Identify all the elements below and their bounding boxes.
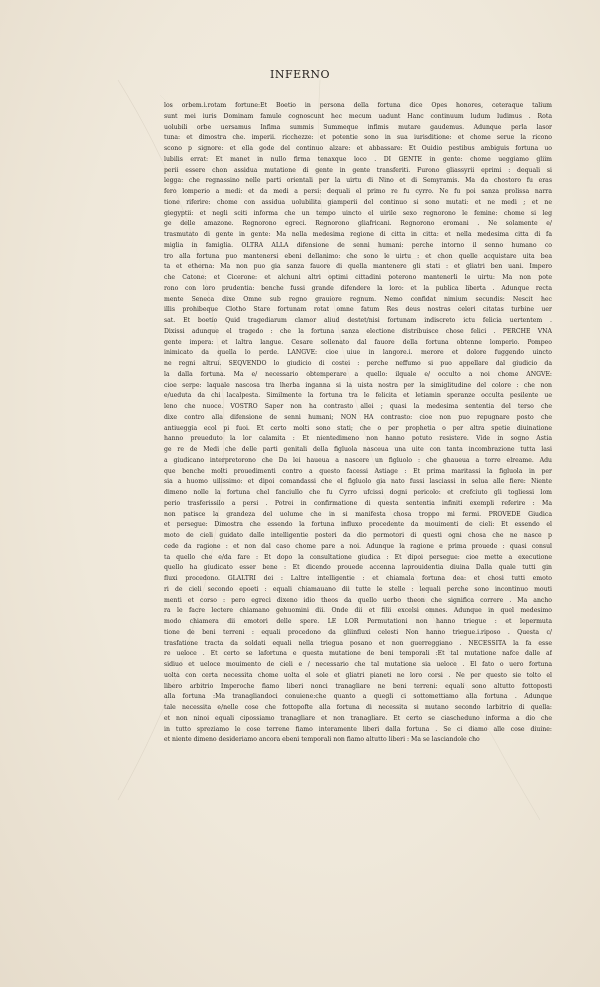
text-line: alla fortuna :Ma tranagliandoci conuiene:che quanto a quegli ci sottomettiamo alla fortuna . Adunque xyxy=(164,693,552,701)
text-line: in tutto spreziamo le cose terrene fiamo interamente liberi dalla fortuna . Se ci diamo alle cose diuine: xyxy=(164,725,552,733)
text-line: tuna: et dimostra che. imperii. ricchezze: et potentie sono in sua iurisditione: et chome serue la ricono xyxy=(164,134,552,142)
text-line: que benche molti prouedimenti contro a questo facessi Astiage : Et prima maritassi la figluola in per xyxy=(164,467,552,475)
text-line: giegyptii: et negli sciti informa che un tempo uincto el uirile sexo regnorono le femine: chome si leg xyxy=(164,209,552,217)
text-line: tale necessita e/nelle cose che fottopofte alla fortuna di necessita si mutano secondo larbitrio di quella: xyxy=(164,704,552,711)
text-line: cede da ragione : et non dal caso chome pare a noi. Adunque la ragione e prima prouede : quasi consul xyxy=(164,542,552,550)
text-line: los orbem.i.rotam fortune:Et Boetio in persona della fortuna dice Opes honores, ceteraque talium xyxy=(164,102,552,109)
text-line: mente Seneca dixe Omne sub regno grauiore regnum. Nemo confidat nimium secundis: Nescit hec xyxy=(164,295,552,303)
text-line: tione riferire: chome con assidua uolubilita giamperii del continuo si sono mutati: et ne medi ; et ne xyxy=(164,198,552,206)
text-line: e/ueduta da chi lacalpesta. Similmente la fortuna tra le felicita et letiamin speranze occulta pesilente ue xyxy=(164,392,552,400)
text-line: sia a huomo uilissimo: et dipoi comandassi che el figluolo gia nato fussi lasciassi in selua alle fiere: Niente xyxy=(164,478,552,486)
text-line: dimeno nolle la fortuna chel fanciullo che fu Cyrro ufcissi dogni pericolo: et crefciuto gli togliessi lom xyxy=(164,489,552,496)
text-line: dixe contro alla difensione de senni humani; NON HA contrasto: cioe non puo repugnare posto che xyxy=(164,413,552,421)
text-line: re ueloce . Et certo se lafortuna e questa mutatione de beni temporali :Et tal mutatione nafce dalle af xyxy=(164,650,552,658)
text-line: trasfatione tracta da soldati equali nella triegua posano et non guerreggiano . NECESSITA la fa esse xyxy=(164,639,552,647)
text-line: moto de cieli guidato dalle intelligentie posteri da dio permotori di questi ogni chosa che ne nasce p xyxy=(164,532,552,539)
text-line: libero arbitrio Imperoche fiamo liberi nonci tranagliare ne beni terreni: equali sono altutto fottoposti xyxy=(164,682,552,690)
text-line: legga: che regnassino nelle parti orientali per la uirtu di Nino et di Semyramis. Ma da chostoro fu eras xyxy=(164,177,552,185)
text-line: che Catone: et Cicerone: et alchuni altri optimi cittadini poterono mantenerli le uirtu: Ma non pote xyxy=(164,274,552,281)
text-line: a giudicano interpretorono che Da lei haueua a nascere un figluolo : che ghaueua a torre elreame. Adu xyxy=(164,456,552,464)
text-line: rono con loro prudentia: benche fussi grande difendere la loro: et la publica liberta . Adunque recta xyxy=(164,284,552,292)
text-line: et niente dimeno desideriamo ancora ebeni temporali non fiamo altutto liberi : Ma se lasciandole cho xyxy=(164,736,480,744)
text-line: et non ninoi equali cipossiamo tranagliare et non tranagliare. Et certo se ciascheduno informa a dio che xyxy=(164,714,552,722)
running-head: INFERNO xyxy=(269,68,331,81)
text-line: hanno preueduto la lor calamita : Et nientedimeno non hanno potuto resistere. Vide in sogno Astia xyxy=(164,435,552,443)
text-line: la dalla fortuna. Ma e/ necessario obtemperare a quello: ilquale e/ occulto a noi chome ANGVE: xyxy=(164,370,552,378)
text-line: perii essere chon assidua mutatione di gente in gente transferiti. Furono gliassyrii eprimi : dequali si xyxy=(164,166,552,174)
text-line: quello ha giudicato esser bene : Et dicendo prouede accenna laprouidentia diuina Dalla quale tutti gin xyxy=(164,564,552,572)
text-line: ta et etherna: Ma non puo gia sanza fauore di quella mantenere gli stati : et gliatri ben uani. Impero xyxy=(164,263,552,271)
text-line: lubilis errat: Et manet in nullo firma tenaxque loco . DI GENTE in gente: chome ueggiamo gliim xyxy=(164,155,552,163)
text-line: fero lomperio a medi: et da medi a persi: dequali el primo re fu cyrro. Ne fu poi sanza prolissa narra xyxy=(164,188,552,195)
text-line: ta quello che e/da fare : Et dopo la consultatione giudica : Et dipoi persegue: cioe mette a executione xyxy=(164,553,552,561)
text-line: sunt mei iuris Dominam famule cognoscunt hec mecum uadunt Hanc continuum ludum ludimus . Rota xyxy=(164,112,552,120)
text-line: ge re de Medi che delle parti genitali della figluola nasceua una uite con tanta incombrazione tutta lasi xyxy=(164,446,552,453)
text-line: uolubili orbe uersamus Infima summis Summeque infimis mutare gaudemus. Adunque perla lasor xyxy=(164,123,552,131)
text-line: Dixissi adunque el tragedo : che la fortuna sanza electione distribuisce chose felici . PERCHE VNA xyxy=(164,327,552,335)
text-line: sidiuo et ueloce mouimento de cieli e / necessario che tal mutatione sia ueloce . El fato o uero fortuna xyxy=(164,661,552,668)
text-line: ra le facre lectere chiamano gehuomini dii. Onde dii et filii excelsi omnes. Adunque in quel medesimo xyxy=(164,607,552,615)
text-line: trasmutato di gente in gente: Ma nella medesima regione di citta in citta: et nella medesima citta di fa xyxy=(164,231,552,238)
text-line: tione de beni terreni : equali procedono da gliinfluxi celesti Non hanno triegue.i.riposo . Questa c/ xyxy=(164,628,552,636)
text-line: non patisce la grandeza del uolume che in si manifesta chosa troppo mi fermi. PROVEDE Giudica xyxy=(164,510,552,518)
text-line: ge delle amazone. Regnorono egreci. Regnorono gliafricani. Regnorono eromani . Ne solamente e/ xyxy=(164,220,552,228)
text-line: scono p signore: et ella gode del continuo alzare: et abbassare: Et Ouidio pestibus ambiguis fortuna uo xyxy=(164,145,552,152)
text-line: illis prohibeque Clotho Stare fortunam rotat omne fatum Res deus nostras celeri citatas turbine uer xyxy=(164,306,552,314)
text-line: inimicato da quella lo perde. LANGVE: cioe uiue in langore.i. merore et dolore fuggendo uincto xyxy=(164,349,552,357)
text-line: fluxi procedono. GLALTRI dei : Laltre intelligentie : et chiamala fortuna dea: et chosi tutti emoto xyxy=(164,575,552,582)
text-line: uolta con certa necessita chome uolta el sole et gliatri pianeti ne loro corsi . Ne per questo sie tolto el xyxy=(164,671,552,679)
text-line: miglia in famiglia. OLTRA ALLA difensione de senni humani: perche intorno il senno humano co xyxy=(164,241,552,249)
text-line: tro alla fortuna puo mantenersi ebeni dellanimo: che sono le uirtu : et chon quelle acquistare uita bea xyxy=(164,252,552,260)
commentary-text-block xyxy=(164,101,552,746)
text-line: menti et corso : pero egreci dixeno idio theos da quello uerbo theon che significa correre . Ma ancho xyxy=(164,596,552,604)
text-line: antiueggia ecol pi fuoi. Et certo molti sono stati; che o per prophetia o per altra spetie diuinatione xyxy=(164,424,552,432)
text-line: perio trasferissilo a persi . Potrei in confirmatione di questa sententia infiniti exempli referire : Ma xyxy=(164,499,552,507)
text-line: gente impera: et laltra langue. Cesare sollenato dal fauore della fortuna obtenne lomperio. Pompeo xyxy=(164,338,552,346)
text-line: cioe serpe: laquale nascosa tra lherba inganna si la uista nostra per la simiglitudine del colore : che non xyxy=(164,381,552,389)
text-line: et persegue: Dimostra che essendo la fortuna influxo procedente da mouimenti de cieli: Et essendo el xyxy=(164,521,552,529)
text-line: leno che nuoce. VOSTRO Saper non ha contrasto allei ; quasi la medesima sententia del terso che xyxy=(164,403,552,410)
text-line: modo chiamera dii emotori delle spere. LE LOR Permutationi non hanno triegue : et lepermuta xyxy=(164,618,552,625)
text-line: sat. Et boetio Quid tragediarum clamor aliud destet/nisi fortunam indiscreto ictu felicia uertentem . xyxy=(164,317,552,324)
text-line: ri de cieli secondo epoeti : equali chiamauano dii tutte le stelle : lequali perche sono incontinuo mouti xyxy=(164,585,552,593)
text-line: ne regni altrui. SEQVENDO lo giudicio di costei : perche neffumo si puo appellare dal giudicio da xyxy=(164,360,552,367)
